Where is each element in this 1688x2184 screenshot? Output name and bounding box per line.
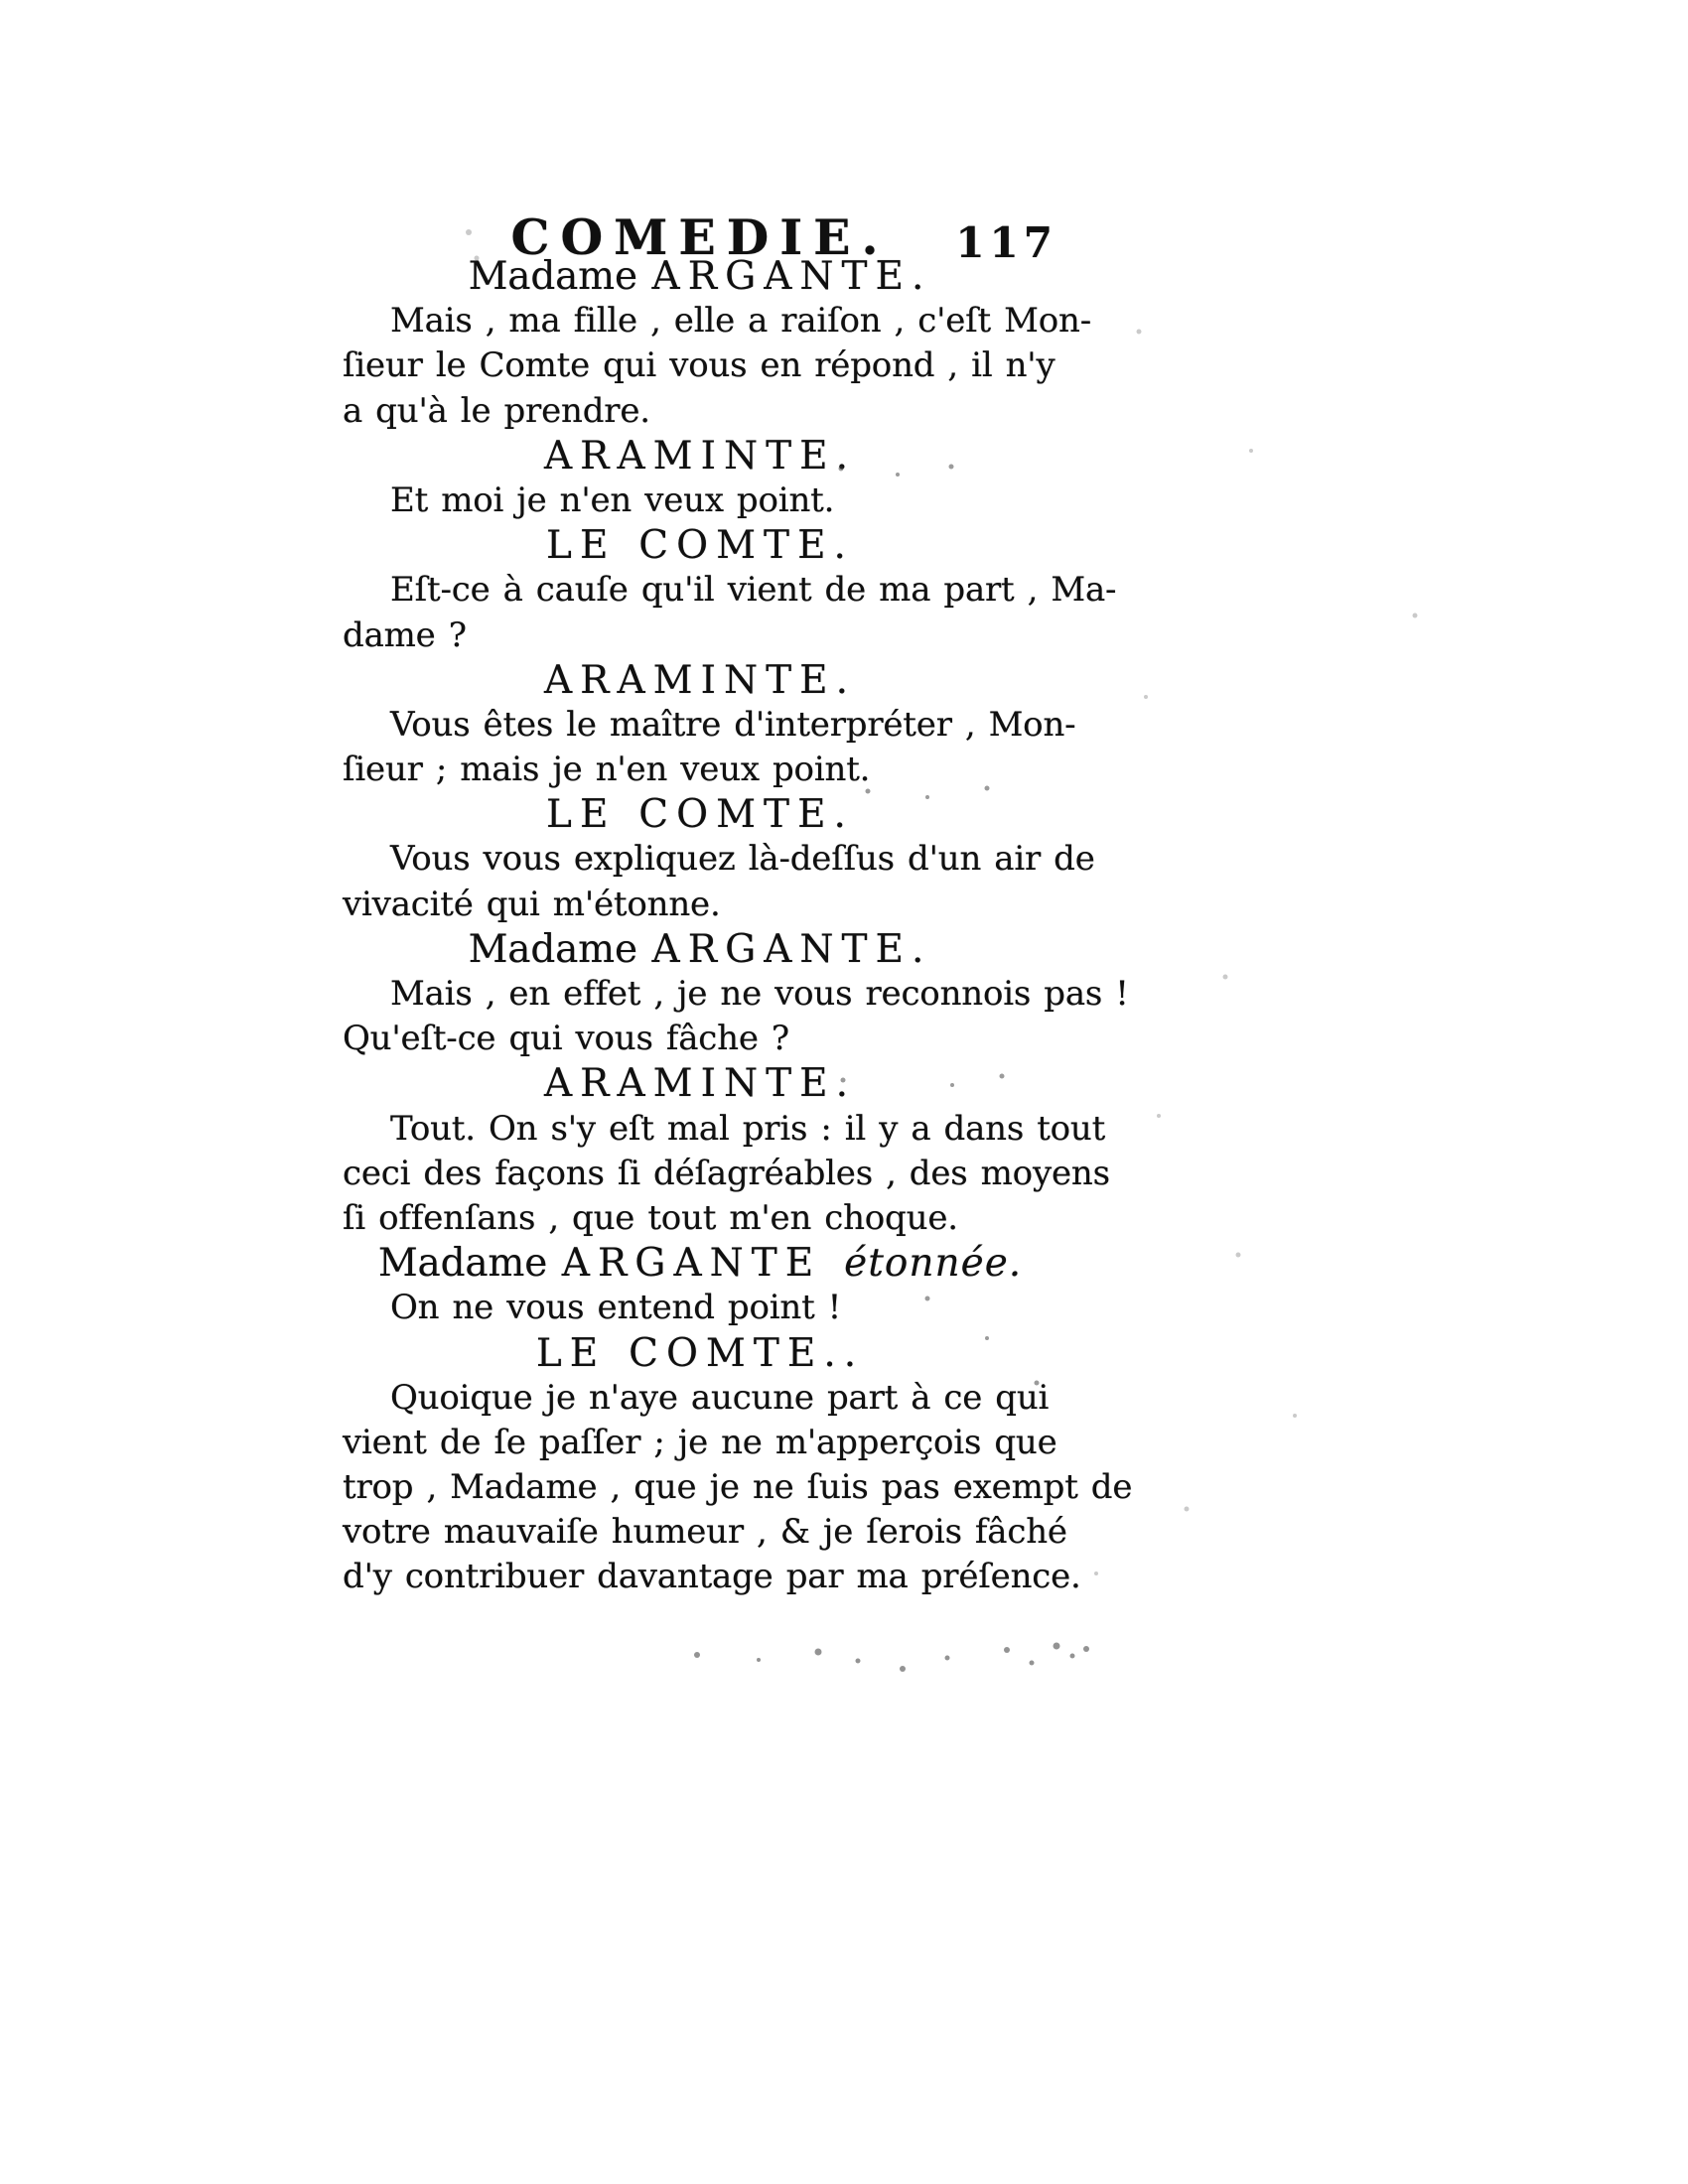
dialogue-text: Mais , en effet , je ne vous reconnois pas ! [390,974,1129,1014]
character-name: ARGANTE. [651,926,932,972]
speaker-heading-line [343,1331,1057,1376]
running-head [343,208,1057,267]
dialogue-text-line [343,703,1076,748]
speaker-heading-line [343,792,1057,837]
character-name: LE COMTE. [546,523,854,569]
character-name: ARGANTE. [651,254,932,299]
play-dialogue-text [343,254,1133,1600]
dialogue-text: Quoique je n'aye aucune part à ce qui [390,1377,1050,1418]
character-name: LE COMTE. [546,792,854,838]
character-name: ARAMINTE. [543,433,857,478]
dialogue-text: Madame [377,1241,562,1287]
dialogue-text: ſieur ; mais je n'en veux point. [343,750,871,790]
speaker-heading-line [343,1241,1057,1286]
dialogue-text-line [343,614,1057,658]
dialogue-text-line [343,883,1057,927]
margin-ink-specks [0,0,4,4]
dialogue-text-line [343,1465,1133,1510]
stage-direction: étonnée. [844,1241,1023,1287]
page-title: COMEDIE. [510,208,890,266]
dialogue-text-line [343,1286,1057,1330]
dialogue-text: d'y contribuer davantage par ma préſence. [343,1557,1081,1597]
dialogue-text-line [343,1196,1057,1241]
dialogue-text: vivacité qui m'étonne. [343,884,721,924]
dialogue-text: dame ? [343,614,467,655]
dialogue-text-line [343,299,1091,343]
character-name: LE COMTE.. [535,1330,865,1376]
dialogue-text-line [343,837,1095,882]
dialogue-text: Tout. On s'y eſt mal pris : il y a dans tout [390,1108,1106,1149]
dialogue-text-line [343,1376,1057,1421]
dialogue-text: Madame [468,926,652,972]
dialogue-text: ſieur le Comte qui vous en répond , il n'y [343,345,1055,386]
dialogue-text: Et moi je n'en veux point. [390,479,835,520]
dialogue-text-line [343,1152,1110,1196]
speaker-heading-line [343,927,1057,972]
dialogue-text: Eſt-ce à cauſe qu'il vient de ma part , Ma- [390,570,1117,611]
dialogue-text: Vous vous expliquez là-deſſus d'un air de [390,839,1095,880]
dialogue-text-line [343,748,1057,792]
dialogue-text: Mais , ma fille , elle a raiſon , c'eſt Mon- [390,301,1091,341]
character-name: ARAMINTE. [543,657,857,703]
page-number: 117 [955,218,1057,267]
dialogue-text: Vous êtes le maître d'interpréter , Mon- [390,704,1076,745]
dialogue-text: trop , Madame , que je ne ſuis pas exempt de [343,1467,1133,1508]
dialogue-text-line [343,343,1057,388]
dialogue-text-line [343,1555,1081,1599]
dialogue-text: ſi offenſans , que tout m'en choque. [343,1197,958,1238]
dialogue-text: a qu'à le prendre. [343,390,650,431]
dialogue-text: Madame [468,254,652,299]
speaker-heading-line [343,658,1057,703]
dialogue-text-line [343,568,1117,613]
dialogue-text-line [343,1017,1057,1061]
speaker-heading-line [343,523,1057,568]
character-name: ARAMINTE. [543,1061,857,1107]
speaker-heading-line [343,434,1057,478]
dialogue-text-line [343,1510,1067,1555]
dialogue-text-line [343,972,1129,1017]
dialogue-text-line [343,389,1057,434]
dialogue-text-line [343,478,1057,523]
dialogue-text: On ne vous entend point ! [390,1288,842,1328]
dialogue-text: votre mauvaiſe humeur , & je ſerois fâché [343,1512,1067,1553]
dialogue-text: Qu'eſt-ce qui vous fâche ? [343,1019,789,1059]
speaker-heading-line [343,254,1057,299]
dialogue-text-line [343,1107,1106,1152]
dialogue-text: ceci des façons ſi déſagréables , des moyens [343,1153,1110,1193]
character-name: ARGANTE [561,1241,845,1287]
dialogue-text-line [343,1421,1057,1465]
speaker-heading-line [343,1061,1057,1106]
dialogue-text: vient de ſe paſſer ; je ne m'apperçois que [343,1422,1057,1462]
